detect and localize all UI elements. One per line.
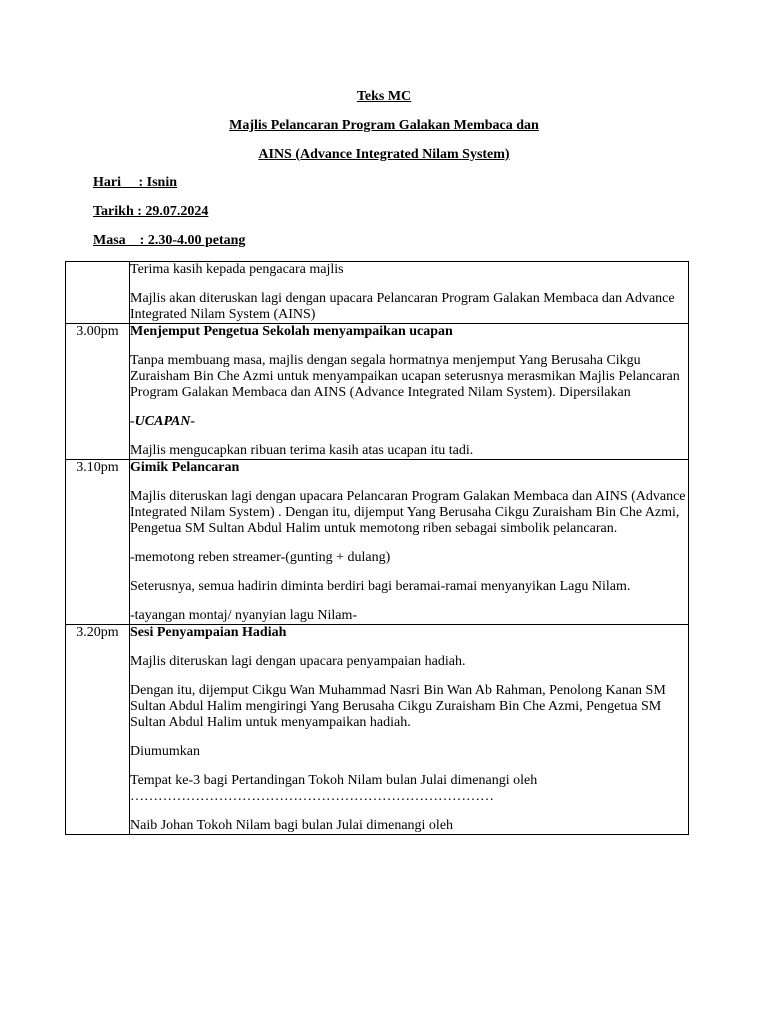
- paragraph: Majlis diteruskan lagi dengan upacara penyampaian hadiah.: [130, 654, 466, 669]
- paragraph: Majlis diteruskan lagi dengan upacara Pelancaran Program Galakan Membaca dan AINS (Advance Integrated Nilam System) . Dengan itu, dijemput Yang Berusaha Cikgu Zuraisham Bin Che Azmi, Pengetua SM Sultan Abdul Halim untuk memotong riben sebagai simbolik pelancaran.: [130, 489, 686, 536]
- paragraph: Naib Johan Tokoh Nilam bagi bulan Julai dimenangi oleh: [130, 818, 454, 833]
- paragraph: Tanpa membuang masa, majlis dengan segala hormatnya menjemput Yang Berusaha Cikgu Zuraisham Bin Che Azmi untuk menyampaikan ucapan seterusnya merasmikan Majlis Pelancaran Program Galakan Membaca dan AINS (Advance Integrated Nilam System). Dipersilakan: [130, 353, 680, 400]
- meta-date: Tarikh : 29.07.2024: [93, 204, 209, 219]
- event-title-line-2: AINS (Advance Integrated Nilam System): [258, 147, 510, 162]
- section-heading: Sesi Penyampaian Hadiah: [130, 625, 287, 640]
- time-cell: 3.00pm: [66, 324, 130, 460]
- section-heading: Gimik Pelancaran: [130, 460, 240, 475]
- content-cell: [130, 324, 689, 460]
- content-cell: [130, 460, 689, 625]
- paragraph: Dengan itu, dijemput Cikgu Wan Muhammad Nasri Bin Wan Ab Rahman, Penolong Kanan SM Sultan Abdul Halim mengiringi Yang Berusaha Cikgu Zuraisham Bin Che Azmi, Pengetua SM Sultan Abdul Halim untuk menyampaikan hadiah.: [130, 683, 666, 730]
- paragraph: Majlis mengucapkan ribuan terima kasih atas ucapan itu tadi.: [130, 443, 474, 458]
- paragraph: -tayangan montaj/ nyanyian lagu Nilam-: [130, 608, 358, 623]
- paragraph: -memotong reben streamer-(gunting + dulang): [130, 550, 391, 565]
- document-title: Teks MC: [356, 89, 412, 104]
- paragraph: Terima kasih kepada pengacara majlis: [130, 262, 344, 277]
- section-heading: Menjemput Pengetua Sekolah menyampaikan ucapan: [130, 324, 453, 339]
- event-title-line-1: Majlis Pelancaran Program Galakan Membaca dan: [229, 118, 539, 133]
- time-cell: 3.20pm: [66, 625, 130, 835]
- paragraph: Diumumkan: [130, 744, 200, 759]
- table-row: [66, 324, 689, 460]
- meta-day: Hari : Isnin: [93, 175, 178, 190]
- meta-time: Masa : 2.30-4.00 petang: [93, 233, 246, 248]
- time-cell: 3.10pm: [66, 460, 130, 625]
- content-cell: [130, 625, 689, 835]
- schedule-table: [65, 261, 689, 835]
- time-cell: [66, 262, 130, 324]
- paragraph: Tempat ke-3 bagi Pertandingan Tokoh Nilam bulan Julai dimenangi oleh ……………………………………………………………………: [130, 773, 538, 804]
- speech-marker: -UCAPAN-: [130, 414, 196, 429]
- table-row: [66, 625, 689, 835]
- paragraph: Majlis akan diteruskan lagi dengan upacara Pelancaran Program Galakan Membaca dan Advance Integrated Nilam System (AINS): [130, 291, 675, 322]
- content-cell: [130, 262, 689, 324]
- table-row: [66, 460, 689, 625]
- table-row: [66, 262, 689, 324]
- paragraph: Seterusnya, semua hadirin diminta berdiri bagi beramai-ramai menyanyikan Lagu Nilam.: [130, 579, 631, 594]
